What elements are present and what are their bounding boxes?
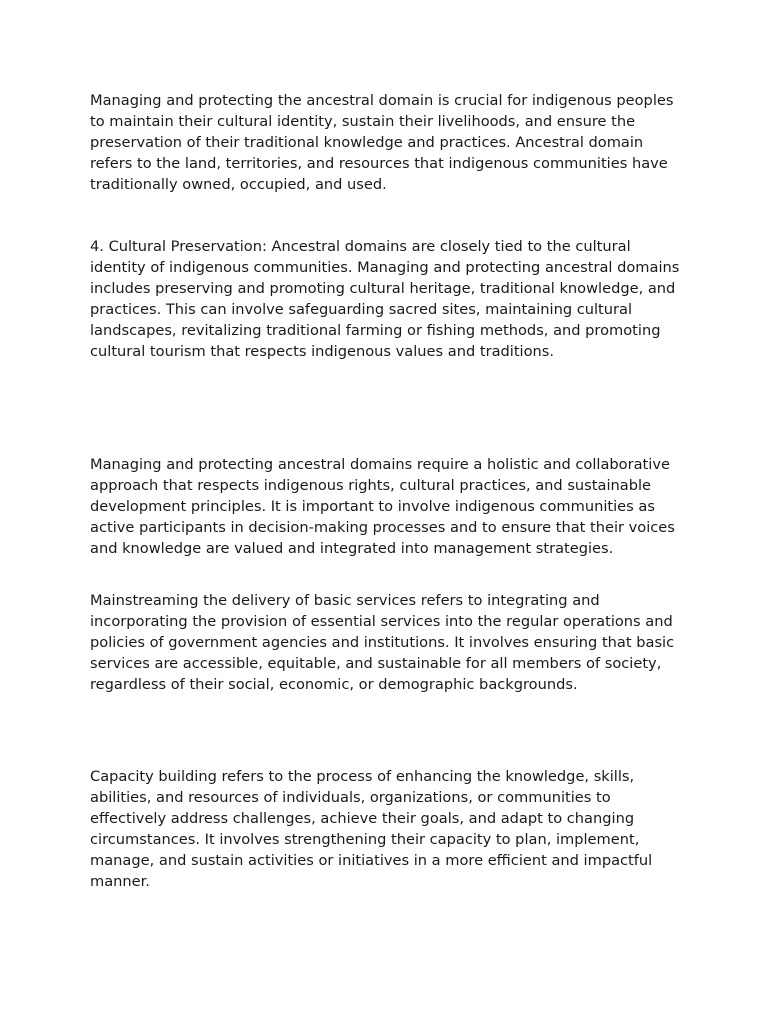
paragraph-basic-services: Mainstreaming the delivery of basic services refers to integrating and incorporating the provision of essential services into the regular operations and policies of government agencies and institutions. It involves ensuring that basic services are accessible, equitable, and sustainable for all members of society, regardless of their social, economic, or demographic backgrounds. (90, 592, 675, 693)
paragraph-ancestral-domain-intro: Managing and protecting the ancestral domain is crucial for indigenous peoples to maintain their cultural identity, sustain their livelihoods, and ensure the preservation of their traditional knowledge and practices. Ancestral domain refers to the land, territories, and resources that indigenous communities have traditionally owned, occupied, and used. (90, 92, 674, 193)
paragraph-capacity-building: Capacity building refers to the process of enhancing the knowledge, skills, abilities, and resources of individuals, organizations, or communities to effectively address challenges, achieve their goals, and adapt to changing circumstances. It involves strengthening their capacity to plan, implement, manage, and sustain activities or initiatives in a more efficient and impactful manner. (90, 768, 653, 890)
paragraph-holistic-approach: Managing and protecting ancestral domains require a holistic and collaborative approach that respects indigenous rights, cultural practices, and sustainable development principles. It is important to involve indigenous communities as active participants in decision-making processes and to ensure that their voices and knowledge are valued and integrated into management strategies. (90, 456, 675, 557)
paragraph-cultural-preservation: 4. Cultural Preservation: Ancestral domains are closely tied to the cultural identity of indigenous communities. Managing and protecting ancestral domains includes preserving and promoting cultural heritage, traditional knowledge, and practices. This can involve safeguarding sacred sites, maintaining cultural landscapes, revitalizing traditional farming or fishing methods, and promoting cultural tourism that respects indigenous values and traditions. (90, 238, 680, 360)
